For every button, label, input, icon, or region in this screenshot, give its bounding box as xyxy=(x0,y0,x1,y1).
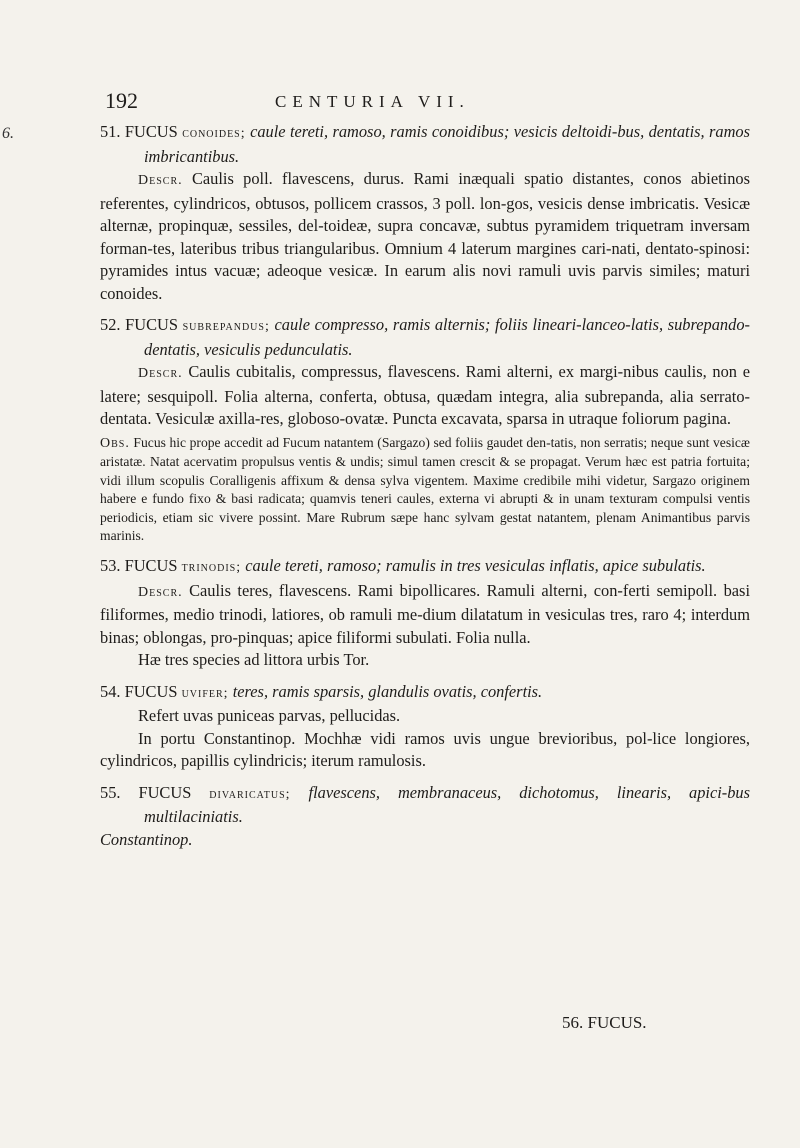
description-label: Descr. xyxy=(138,366,183,381)
description-label: Descr. xyxy=(138,584,183,600)
description-label: Descr. xyxy=(138,173,183,188)
page-number: 192 xyxy=(105,88,138,113)
entry-51-description xyxy=(100,168,750,305)
genus-name: FUCUS xyxy=(124,681,178,701)
entry-53-description xyxy=(100,580,750,650)
observation-label: Obs. xyxy=(100,435,130,451)
genus-name: FUCUS xyxy=(124,122,178,141)
entry-number: 53. xyxy=(100,556,121,576)
page-header xyxy=(105,88,745,118)
entry-54-heading xyxy=(100,681,750,706)
running-head: CENTURIA VII. xyxy=(275,92,470,111)
description-text: Caulis teres, flavescens. Rami bipollicares. Ramuli alterni, con-ferti semipoll. basi filiformes, medio trinodi, latiores, ob ramuli me-dium dilatatum in vesiculas tres, raro 4; interdum binas; oblongas, pro-pinquas; apice filiformi subulati. Folia nulla. xyxy=(100,580,750,647)
description-text: Caulis cubitalis, compressus, flavescens. Rami alterni, ex margi-nibus caulis, non e latere; sesquipoll. Folia alterna, conferta, obtusa, quædam integra, alia subrepanda, alia serrato-dentata. Vesiculæ axilla-res, globoso-ovatæ. Puncta excavata, sparsa in utraque foliorum pagina. xyxy=(100,362,750,428)
entry-number: 52. xyxy=(100,315,121,334)
entry-52-observation xyxy=(100,434,750,547)
genus-name: FUCUS xyxy=(138,782,192,802)
margin-annotation: 6. xyxy=(2,125,14,142)
diagnosis-text: teres, ramis sparsis, glandulis ovatis, confertis. xyxy=(232,681,543,701)
locality-text: Constantinop. xyxy=(100,829,193,849)
entry-55-heading xyxy=(100,782,750,829)
entry-52-description xyxy=(100,361,750,431)
entry-53-locality: Hæ tres species ad littora urbis Tor. xyxy=(138,650,370,670)
entry-55-locality xyxy=(100,829,750,852)
diagnosis-text: caule tereti, ramoso, ramis conoidibus; vesicis deltoidi-bus, dentatis, ramos imbricantibus. xyxy=(144,122,750,166)
catchword: 56. FUCUS. xyxy=(562,1013,647,1032)
entry-51-heading xyxy=(100,121,750,168)
entry-54-line-2: In portu Constantinop. Mochhæ vidi ramos uvis ungue brevioribus, pol-lice longiores, cylindricos, papillis cylindricis; iterum ramulosis. xyxy=(100,728,750,771)
entry-number: 51. xyxy=(100,122,121,141)
species-name: uvifer; xyxy=(181,685,229,701)
description-text: Caulis poll. flavescens, durus. Rami inæquali spatio distantes, conos abietinos referentes, cylindricos, obtusos, pollicem crassos, 3 poll. lon-gos, vesicis dense imbricatis. Vesicæ alternæ, propinquæ, sessiles, del-toideæ, supra concavæ, subtus pyramidem triquetram inversam forman-tes, lateribus tribus triangularibus. Omnium 4 laterum margines cari-nati, dentato-spinosi: pyramides intus vacuæ; adeoque vesicæ. In earum alis novi ramuli uvis parvis similes; maturi conoides. xyxy=(100,169,750,303)
entry-number: 55. xyxy=(100,782,121,802)
entry-52-heading xyxy=(100,314,750,361)
entry-54-line-1: Refert uvas puniceas parvas, pellucidas. xyxy=(138,706,401,726)
genus-name: FUCUS xyxy=(124,556,178,576)
species-name: conoides; xyxy=(182,126,246,141)
entry-53-heading xyxy=(100,555,750,580)
diagnosis-text: flavescens, membranaceus, dichotomus, linearis, apici-bus multilaciniatis. xyxy=(144,782,750,827)
species-name: subrepandus; xyxy=(182,319,270,334)
species-name: trinodis; xyxy=(181,560,242,576)
page-body xyxy=(100,121,750,851)
observation-text: Fucus hic prope accedit ad Fucum natantem (Sargazo) sed foliis gaudet den-tatis, non serratis; neque sunt vesicæ aristatæ. Natat acervatim propulsus ventis & undis; simul tamen crescit & se propagat. Verum hæc est patria fortuita; vidi illum scopulis Coralligenis affixum & densa sylva vigentem. Maxime credibile mihi videtur, Sargazo originem habere e fundo fixo & basi radicata; quamvis teneri caules, externa vi abrupti & in unam texturam compulsi ventis periodicis, etiam sic vivere possint. Mare Rubrum sæpe hanc sylvam gestat natantem, plenam Animantibus parvis marinis. xyxy=(100,434,750,544)
diagnosis-text: caule compresso, ramis alternis; foliis lineari-lanceo-latis, subrepando-dentatis, vesiculis pedunculatis. xyxy=(144,315,750,359)
entry-number: 54. xyxy=(100,681,121,701)
diagnosis-text: caule tereti, ramoso; ramulis in tres vesiculas inflatis, apice subulatis. xyxy=(245,556,706,576)
species-name: divaricatus; xyxy=(209,786,291,802)
genus-name: FUCUS xyxy=(125,315,178,334)
